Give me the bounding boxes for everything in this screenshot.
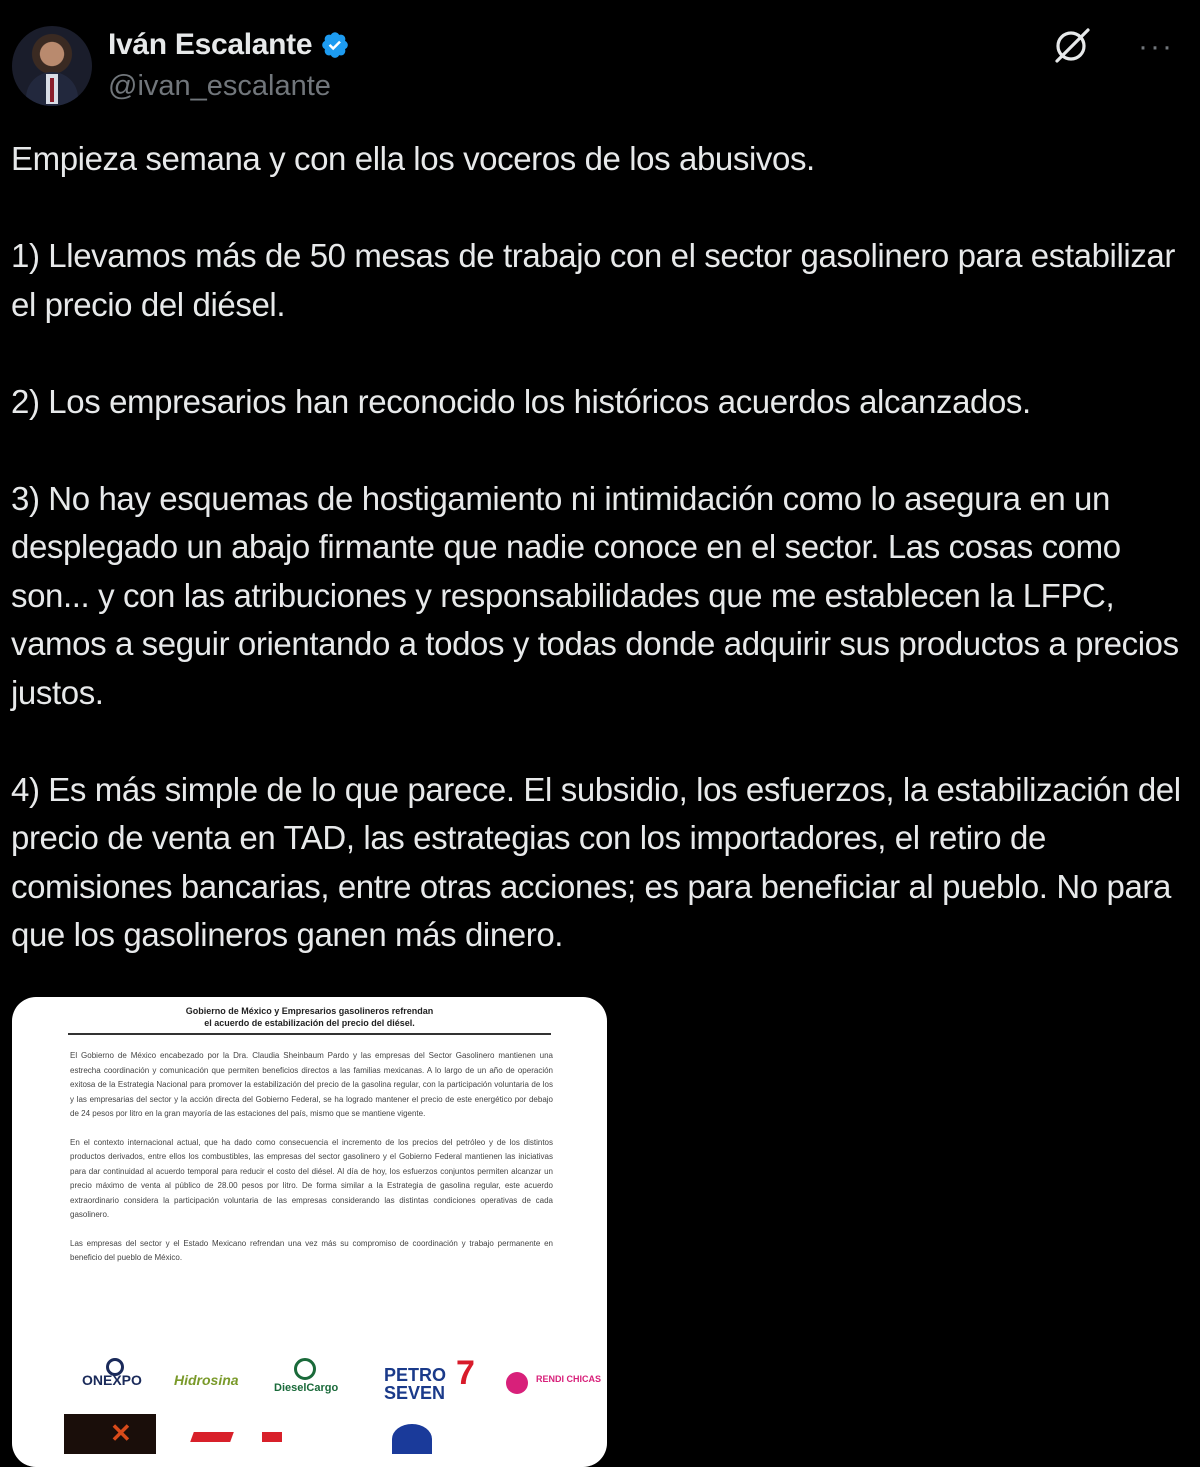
more-options-icon[interactable]: ··· xyxy=(1138,30,1174,63)
rendichicas-logo-text: RENDI CHICAS xyxy=(536,1374,602,1384)
sponsor-logos xyxy=(12,1352,607,1467)
grok-icon[interactable] xyxy=(1052,26,1092,66)
dieselcargo-drop-icon xyxy=(294,1358,316,1380)
tweet-paragraph: Empieza semana y con ella los voceros de los abusivos. xyxy=(11,140,815,177)
petroseven-line2: SEVEN xyxy=(384,1383,446,1403)
verified-badge-icon xyxy=(320,30,350,60)
dieselcargo-logo-text: DieselCargo xyxy=(274,1382,339,1394)
tweet-text xyxy=(11,135,1181,960)
x-mark-icon: ✕ xyxy=(110,1418,132,1448)
partial-logo-red xyxy=(190,1432,234,1442)
attached-image[interactable] xyxy=(12,997,607,1467)
partial-logo-red xyxy=(262,1432,282,1442)
tweet-header xyxy=(12,26,1188,110)
petroseven-line1: PETRO xyxy=(384,1365,447,1385)
petroseven-logo xyxy=(384,1354,475,1403)
hidrosina-logo: Hidrosina xyxy=(174,1372,239,1388)
document-paragraph: Las empresas del sector y el Estado Mexicano refrendan una vez más su compromiso de coordinación y trabajo permanente en beneficio del pueblo de México. xyxy=(70,1238,553,1262)
author-name-row[interactable] xyxy=(108,28,350,62)
partial-logo-blue xyxy=(392,1424,432,1454)
onexpo-logo xyxy=(82,1372,142,1388)
avatar-tie xyxy=(50,78,54,102)
document-paragraph: En el contexto internacional actual, que ha dado como consecuencia el incremento de los precios del petróleo y de los distintos productos derivados, entre ellos los combustibles, las empresas del sector gasolinero y el Gobierno Federal mantienen las iniciativas para dar continuidad al acuerdo temporal para reducir el costo del diésel. Al día de hoy, los esfuerzos conjuntos permiten alcanzar un precio máximo de venta al público de 28.00 pesos por litro. De forma similar a la Estrategia de gasolina regular, este acuerdo extraordinario considera la participación voluntaria de las empresas considerando las distintas condiciones operativas de cada gasolinero. xyxy=(70,1137,553,1219)
onexpo-ring-icon xyxy=(106,1358,124,1376)
document-paragraph: El Gobierno de México encabezado por la Dra. Claudia Sheinbaum Pardo y las empresas del Sector Gasolinero mantienen una estrecha coordinación y comunicación que permiten beneficios directos a las familias mexicanas. A lo largo de un año de operación exitosa de la Estrategia Nacional para promover la estabilización del precio de la gasolina regular, con la participación voluntaria de los y las empresarias del sector y la acción directa del Gobierno Federal, se ha logrado mantener el precio de este energético por debajo de 24 pesos por litro en la gran mayoría de las estaciones del país, mismo que se mantiene vigente. xyxy=(70,1051,553,1118)
document-title-line: el acuerdo de estabilización del precio del diésel. xyxy=(204,1018,415,1028)
document-title xyxy=(12,1005,607,1029)
avatar[interactable] xyxy=(12,26,92,106)
petroseven-seven-mark: 7 xyxy=(456,1354,475,1392)
dark-logo xyxy=(64,1414,156,1454)
tweet-paragraph: 2) Los empresarios han reconocido los históricos acuerdos alcanzados. xyxy=(11,382,1031,420)
onexpo-logo-text: ONEXPO xyxy=(82,1372,142,1388)
author-name[interactable]: Iván Escalante xyxy=(108,28,313,61)
author-handle[interactable]: @ivan_escalante xyxy=(108,70,331,102)
tweet-paragraph: 4) Es más simple de lo que parece. El subsidio, los esfuerzos, la estabilización del precio de venta en TAD, las estrategias con los importadores, el retiro de comisiones bancarias, entre otras acciones; es para beneficiar al pueblo. No para que los gasolineros ganen más dinero. xyxy=(11,770,1181,953)
document-title-line: Gobierno de México y Empresarios gasolineros refrendan xyxy=(185,1006,434,1016)
document-divider xyxy=(68,1033,551,1035)
rendichicas-mark-icon xyxy=(506,1372,528,1394)
dieselcargo-logo xyxy=(274,1382,338,1394)
tweet-paragraph: 3) No hay esquemas de hostigamiento ni intimidación como lo asegura en un desplegado un abajo firmante que nadie conoce en el sector. Las cosas como son... y con las atribuciones y responsabilidades que me establecen la LFPC, vamos a seguir orientando a todos y todas donde adquirir sus productos a precios justos. xyxy=(11,479,1179,711)
tweet-paragraph: 1) Llevamos más de 50 mesas de trabajo con el sector gasolinero para estabilizar el precio del diésel. xyxy=(11,237,1175,323)
